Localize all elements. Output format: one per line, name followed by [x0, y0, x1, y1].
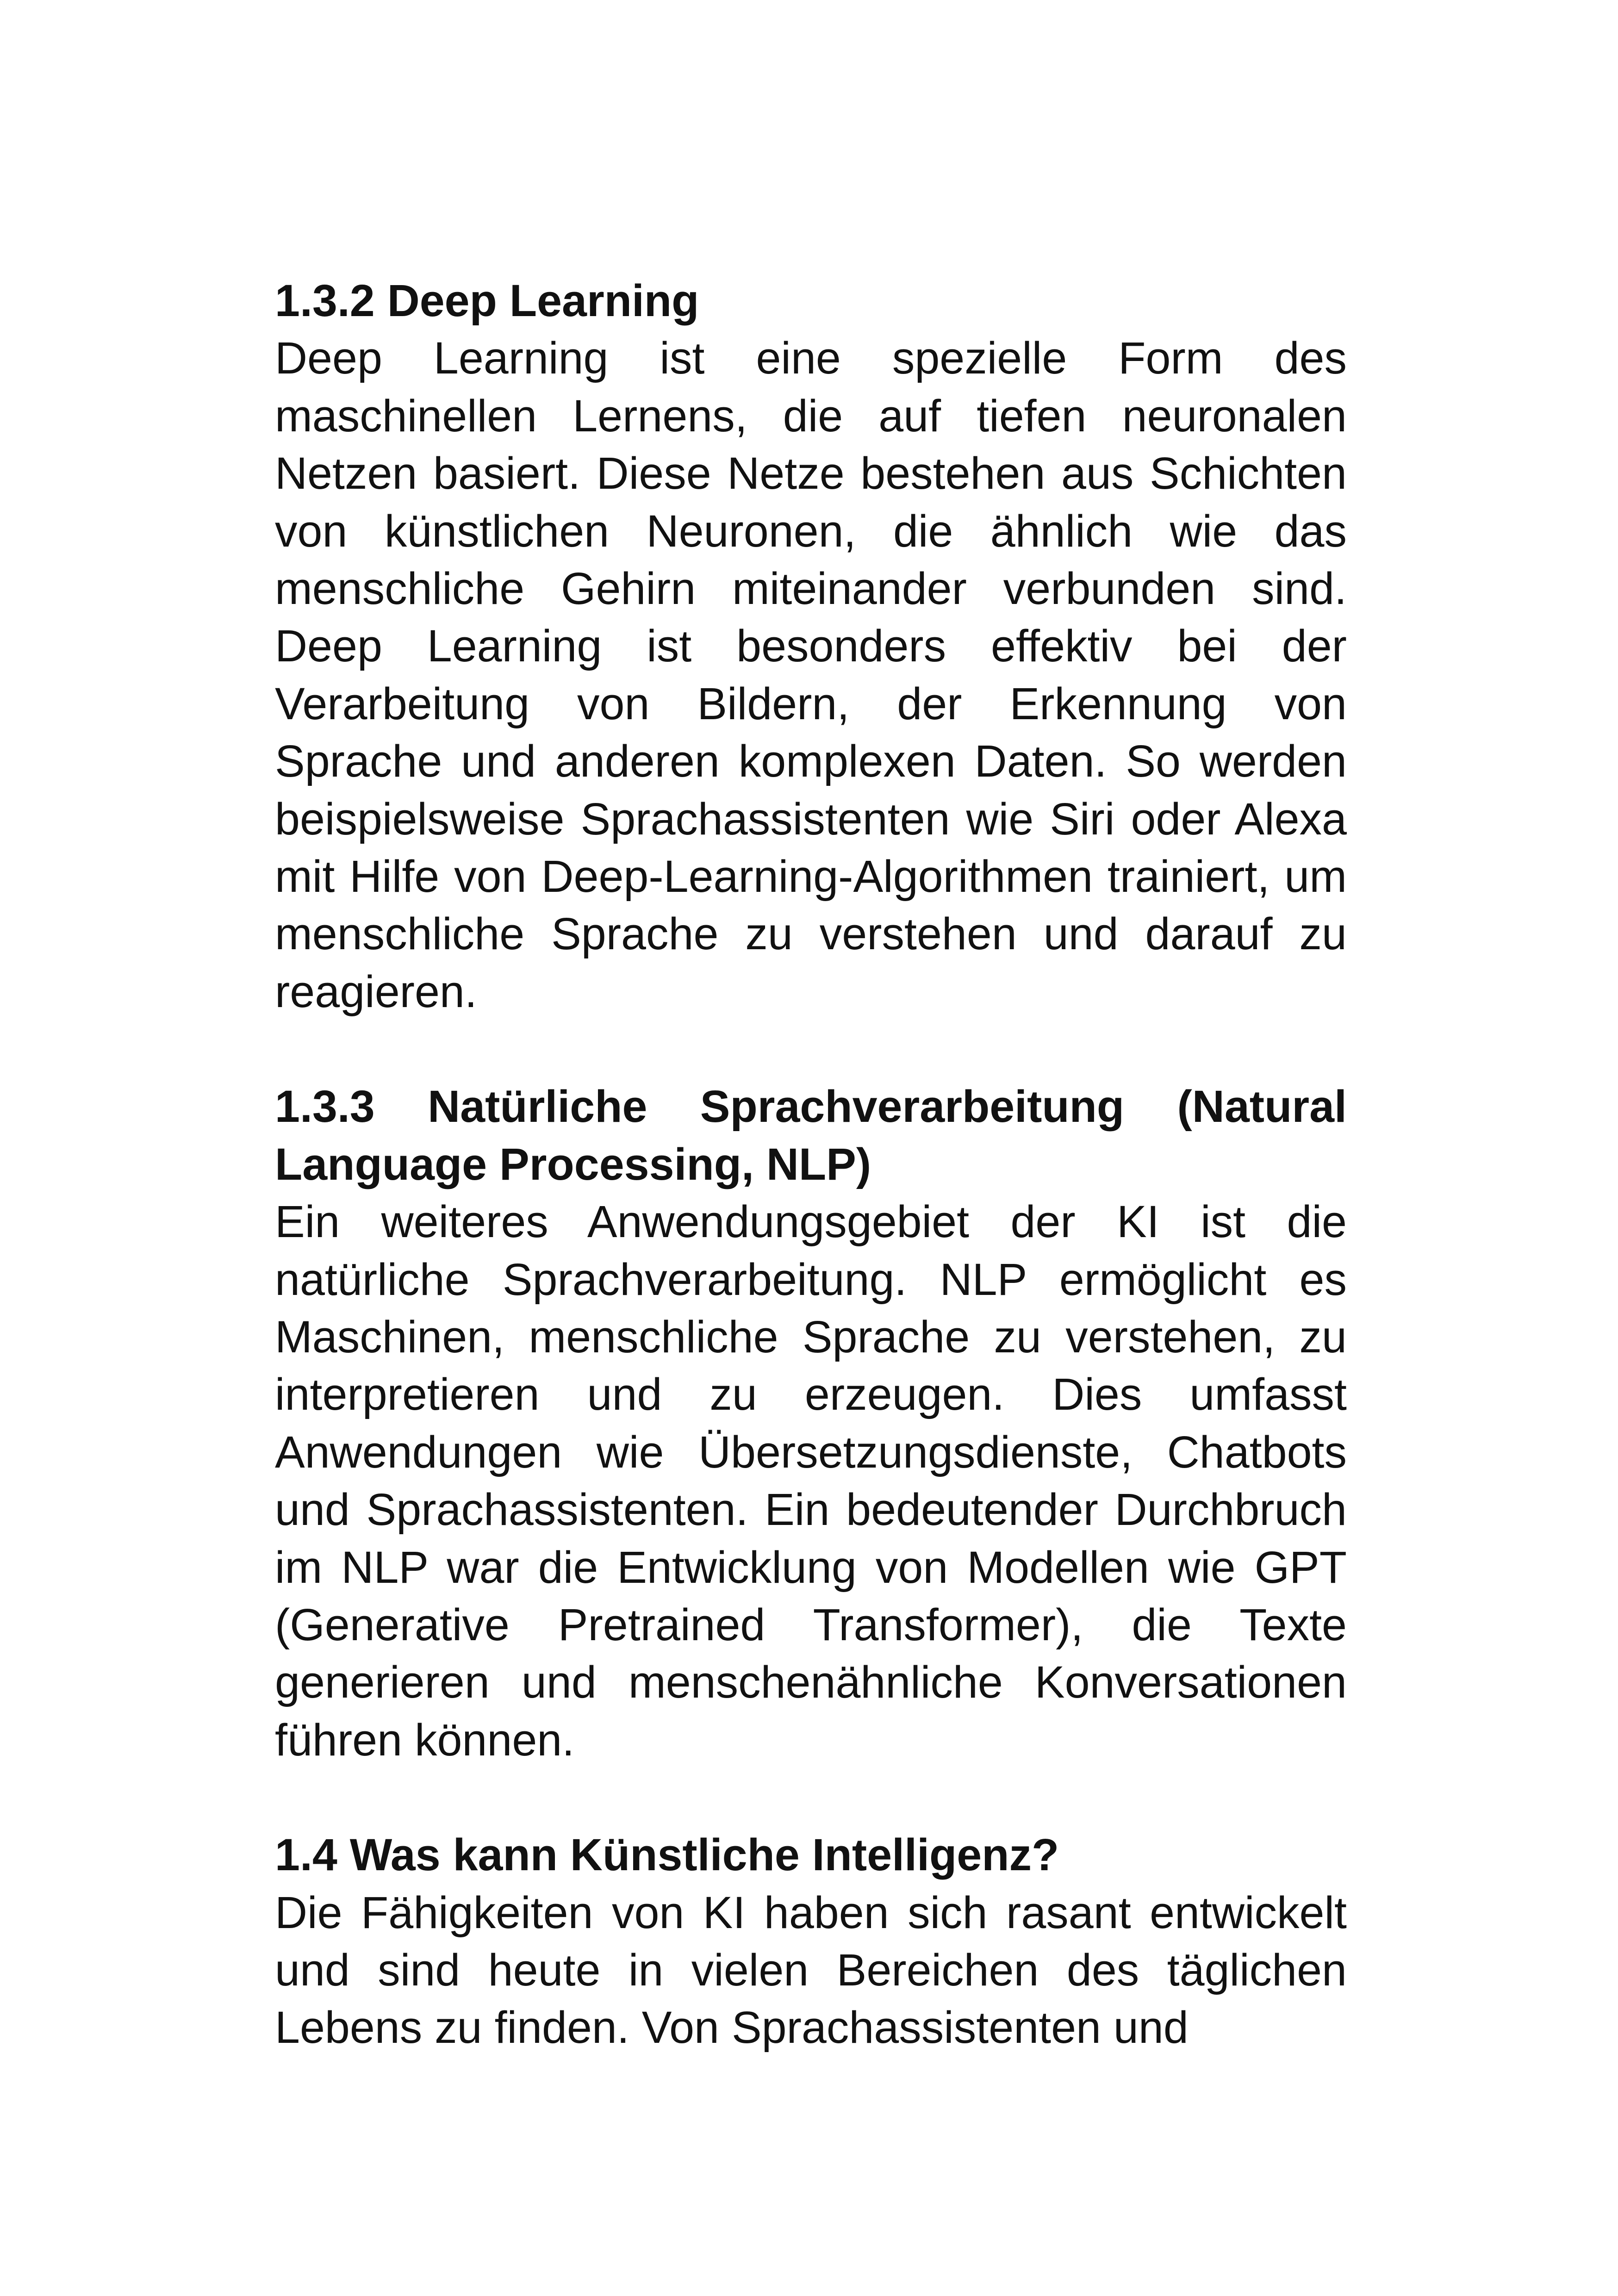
section-heading: 1.3.2 Deep Learning — [275, 275, 699, 326]
text-column — [275, 272, 1347, 2057]
section-was-kann-ki — [275, 1826, 1347, 2057]
section-heading: 1.4 Was kann Künstliche Intelligenz? — [275, 1829, 1059, 1880]
section-nlp — [275, 1078, 1347, 1769]
section-heading: 1.3.3 Natürliche Sprachverarbeitung (Natural Language Processing, NLP) — [275, 1081, 1347, 1189]
paragraph-gap — [275, 1769, 1347, 1826]
section-deep-learning — [275, 272, 1347, 1020]
paragraph-gap — [275, 1020, 1347, 1078]
section-body: Die Fähigkeiten von KI haben sich rasant entwickelt und sind heute in vielen Bereichen des täglichen Lebens zu finden. Von Sprachassistenten und — [275, 1887, 1347, 2053]
section-body: Ein weiteres Anwendungsgebiet der KI ist die natürliche Sprachverarbeitung. NLP ermöglicht es Maschinen, menschliche Sprache zu verstehen, zu interpretieren und zu erzeugen. Dies umfasst Anwendungen wie Übersetzungsdienste, Chatbots und Sprachassistenten. Ein bedeutender Durchbruch im NLP war die Entwicklung von Modellen wie GPT (Generative Pretrained Transformer), die Texte generieren und menschenähnliche Konversationen führen können. — [275, 1196, 1347, 1765]
section-body: Deep Learning ist eine spezielle Form des maschinellen Lernens, die auf tiefen neuronalen Netzen basiert. Diese Netze bestehen aus Schichten von künstlichen Neuronen, die ähnlich wie das menschliche Gehirn miteinander verbunden sind. Deep Learning ist besonders effektiv bei der Verarbeitung von Bildern, der Erkennung von Sprache und anderen komplexen Daten. So werden beispielsweise Sprachassistenten wie Siri oder Alexa mit Hilfe von Deep-Learning-Algorithmen trainiert, um menschliche Sprache zu verstehen und darauf zu reagieren. — [275, 333, 1347, 1017]
